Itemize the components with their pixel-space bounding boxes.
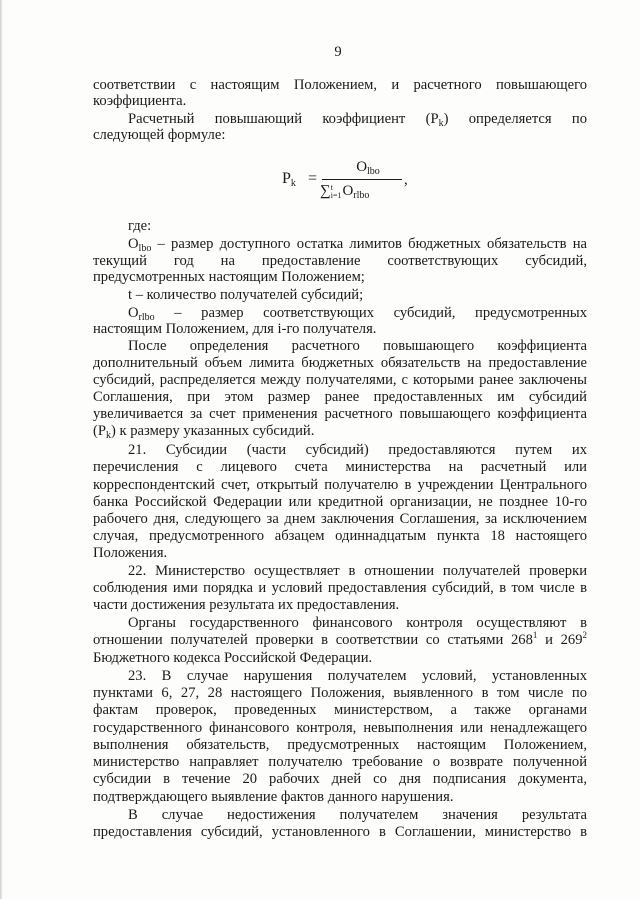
text-line: части достижения результата их предоставления. xyxy=(93,597,400,613)
text-line: субсидий, распределяется между получателями, с которыми ранее заключены xyxy=(93,372,587,388)
text-line: В случае недостижения получателем значения результата xyxy=(128,807,587,823)
text-line: Органы государственного финансового контроля осуществляют в xyxy=(128,615,587,631)
page-number: 9 xyxy=(334,44,342,60)
text-line: подтверждающего выявление фактов данного нарушения. xyxy=(93,789,454,805)
formula-equals: = xyxy=(308,170,318,187)
formula-denominator: ∑t $i=1O_{rlbo}$ xyxy=(320,182,370,201)
text-line: Положения. xyxy=(93,545,168,561)
text-line: Соглашения, при этом размер ранее предоставленных им субсидий xyxy=(93,389,587,405)
text-line: банка Российской Федерации или кредитной организации, не позднее 10-го xyxy=(93,494,587,510)
text-line: соблюдения ими порядка и условий предоставления субсидий, в том числе в xyxy=(93,580,587,596)
text-line: предоставления субсидий, установленного в Соглашении, министерство в xyxy=(93,824,587,840)
text-line: текущий год на предоставление соответствующих субсидий, xyxy=(93,253,587,269)
formula-comma: , xyxy=(404,172,408,188)
text-line: t – количество получателей субсидий; xyxy=(128,287,364,303)
text-line: коэффициента. xyxy=(93,93,187,109)
text-line: государственного финансового контроля, невыполнения или ненадлежащего xyxy=(93,720,587,736)
text-line: пунктами 6, 27, 28 настоящего Положения, выявленного в том числе по xyxy=(93,685,587,701)
text-line: $(P_k)$ к размеру указанных субсидий. xyxy=(93,423,315,441)
text-line: настоящим Положением, для i-го получателя. xyxy=(93,321,377,337)
text-line: дополнительный объем лимита бюджетных обязательств на предоставление xyxy=(93,355,587,371)
text-line: Бюджетного кодекса Российской Федерации. xyxy=(93,650,373,666)
text-line: увеличивается за счет применения расчетного повышающего коэффициента xyxy=(93,406,587,422)
formula-lhs: Pk xyxy=(282,170,296,189)
text-line: субсидии в течение 20 рабочих дней со дня подписания документа, xyxy=(93,771,587,787)
text-line: 21. Субсидии (части субсидий) предоставляются путем их xyxy=(128,442,587,458)
text-line: случая, предусмотренного абзацем одиннадцатым пункта 18 настоящего xyxy=(93,528,587,544)
text-line: выполнения обязательств, предусмотренных настоящим Положением, xyxy=(93,737,587,753)
scan-edge-shadow xyxy=(0,0,3,899)
text-line: $O_{rlbo}$ – размер соответствующих субсидий, предусмотренных xyxy=(128,305,587,323)
text-line: министерство направляет получателю требование о возврате полученной xyxy=(93,754,587,770)
text-line: корреспондентский счет, открытый получателю в учреждении Центрального xyxy=(93,477,587,493)
text-line: где: xyxy=(128,218,152,234)
text-line: перечисления с лицевого счета министерства на расчетный или xyxy=(93,459,587,475)
formula-numerator: $O_{lbo}$ xyxy=(356,159,380,177)
text-line: $O_{lbo}$ – размер доступного остатка лимитов бюджетных обязательств на xyxy=(128,236,587,254)
text-line: предусмотренных настоящим Положением; xyxy=(93,269,365,285)
text-line: фактам проверок, проведенных министерством, а также органами xyxy=(93,702,587,718)
text-line: рабочего дня, следующего за днем заключения Соглашения, за исключением xyxy=(93,511,587,527)
formula xyxy=(282,158,422,208)
text-line: следующей формуле: xyxy=(93,127,226,143)
text-line: После определения расчетного повышающего коэффициента xyxy=(128,338,587,354)
text-line: соответствии с настоящим Положением, и расчетного повышающего xyxy=(93,77,587,93)
text-line: отношении получателей проверки в соответствии со статьями $268^1$ и $269^2$ xyxy=(93,630,587,648)
text-line: 22. Министерство осуществляет в отношении получателей проверки xyxy=(128,563,587,579)
text-line: 23. В случае нарушения получателем условий, установленных xyxy=(128,668,587,684)
text-line: Расчетный повышающий коэффициент $(P_k)$ определяется по xyxy=(128,111,587,129)
fraction-bar xyxy=(322,179,402,180)
